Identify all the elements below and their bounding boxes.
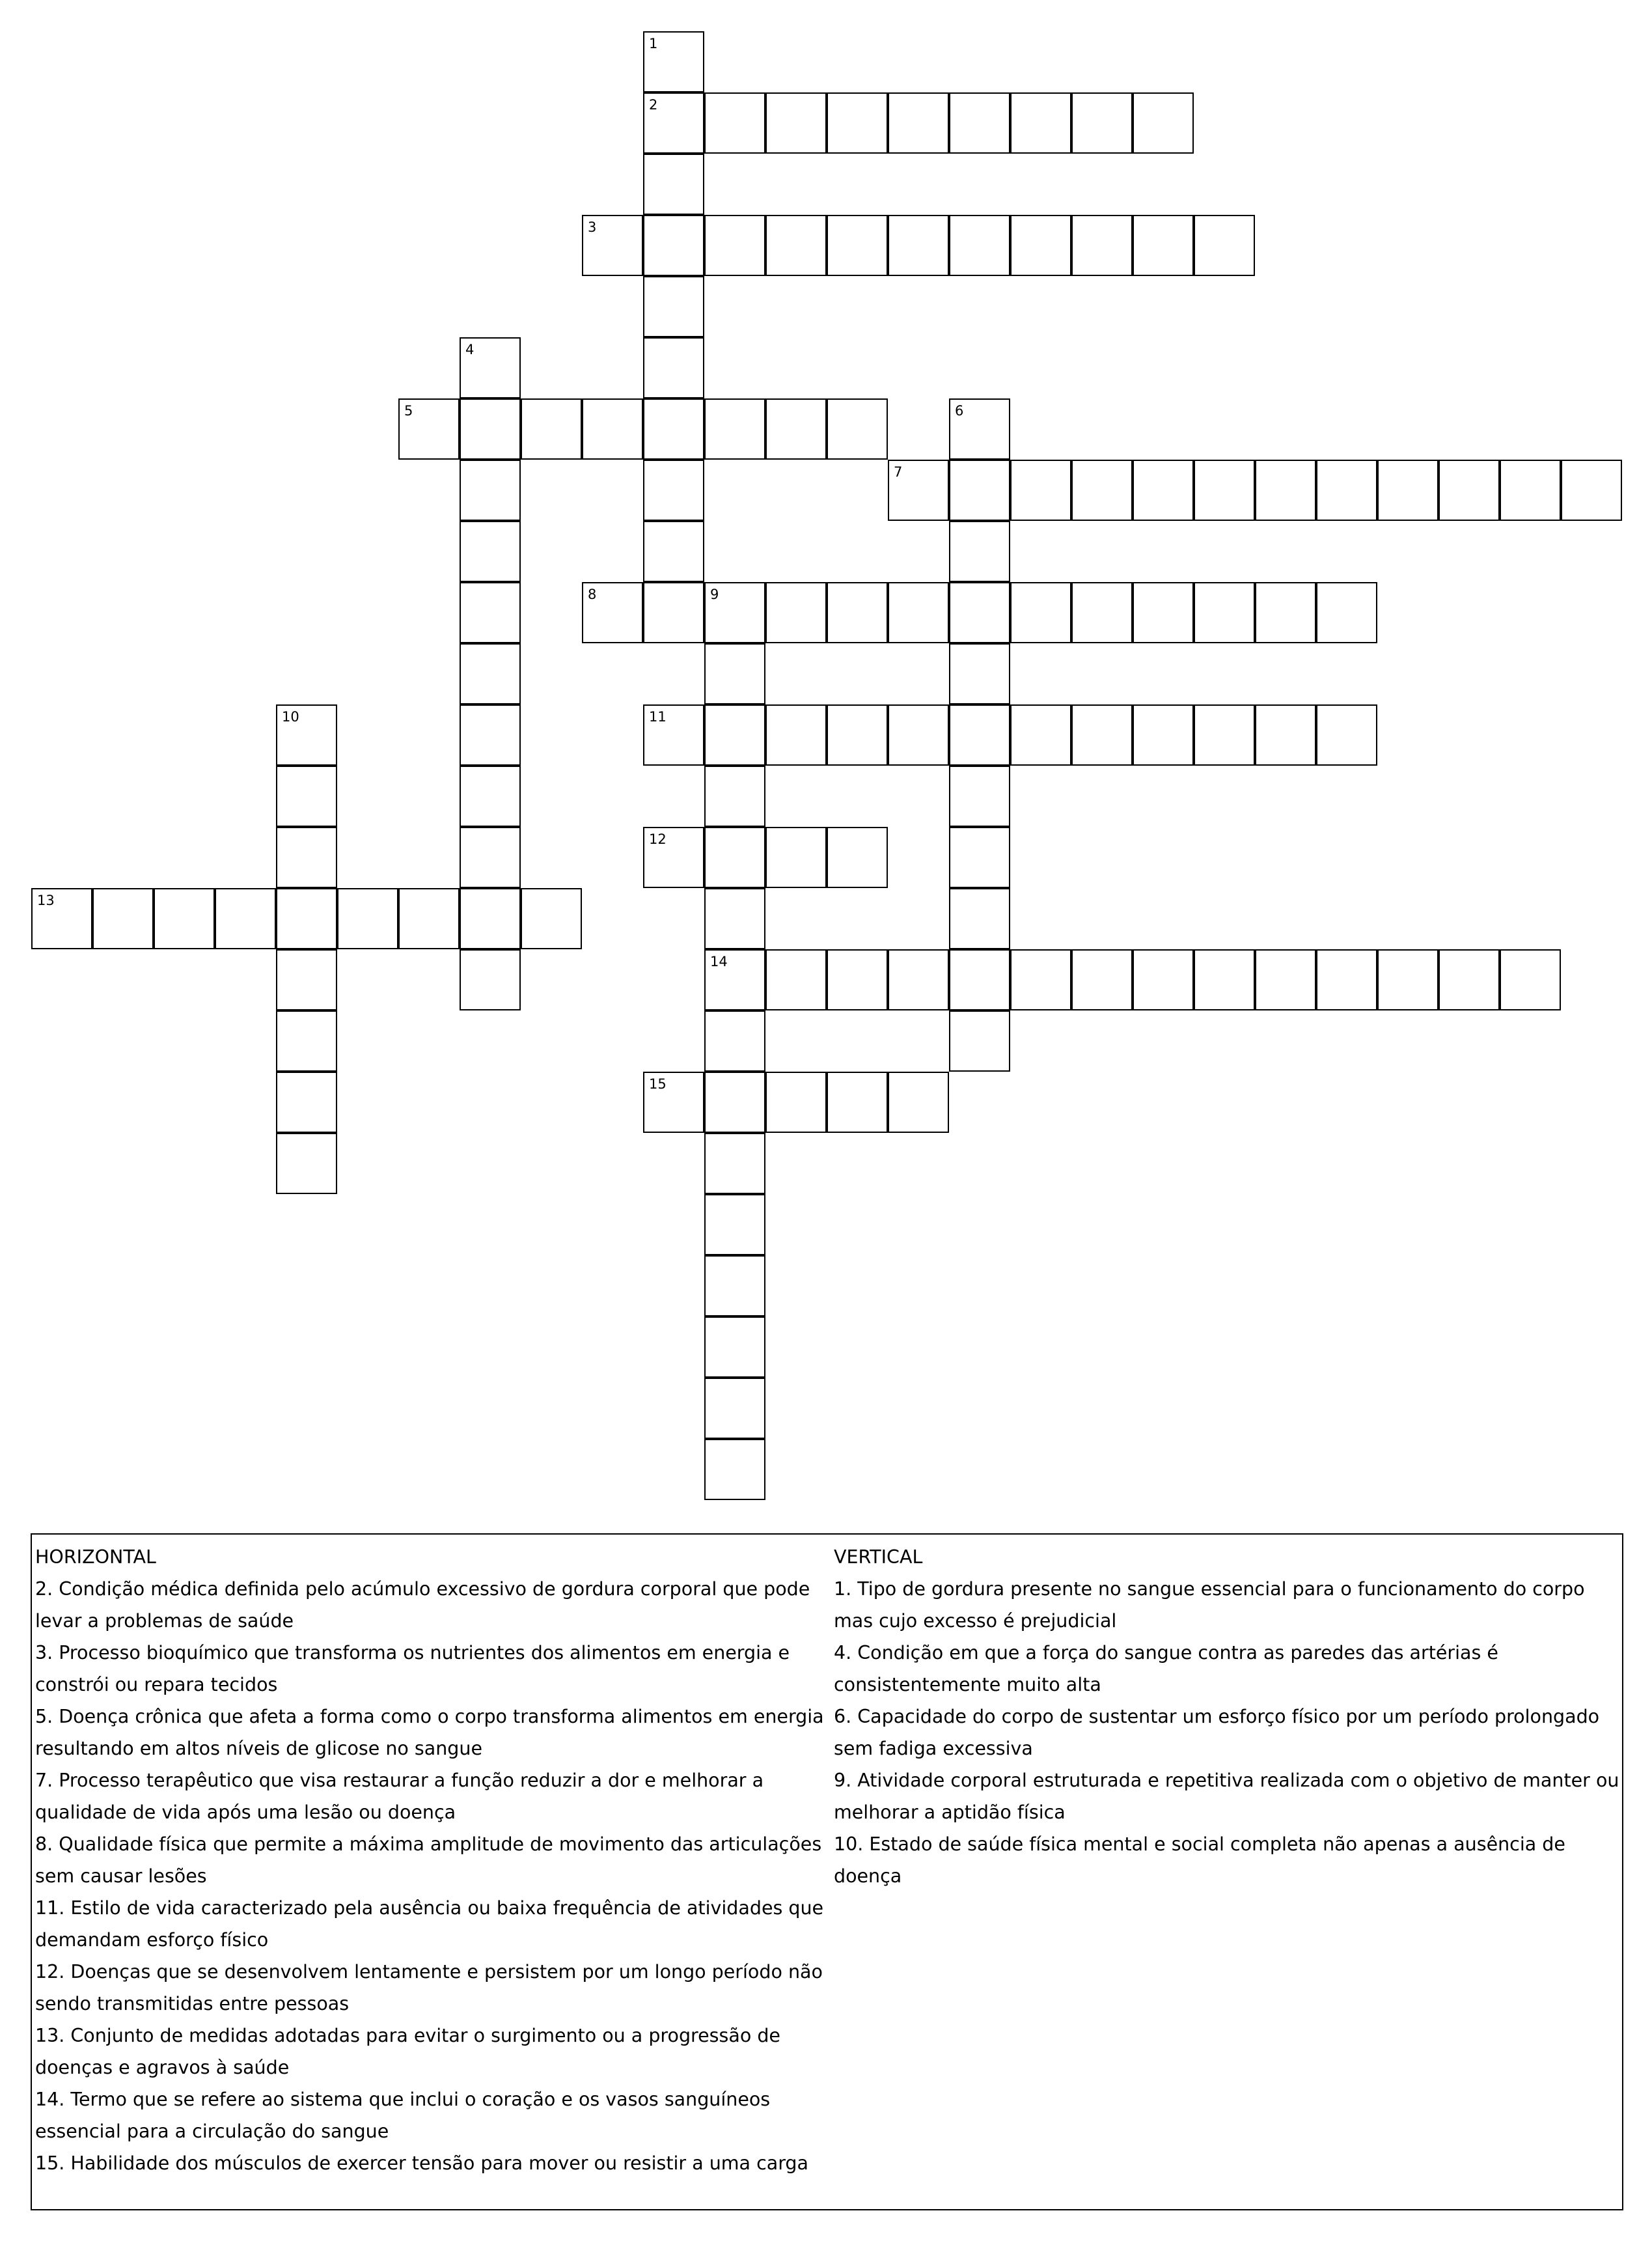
grid-cell[interactable] [888, 215, 949, 276]
grid-cell[interactable] [1133, 92, 1194, 154]
clue-h-15: 15. Habilidade dos músculos de exercer tensão para mover ou resistir a uma carga [35, 2152, 808, 2174]
clue-number: 7 [894, 464, 903, 480]
grid-cell[interactable] [643, 521, 704, 582]
grid-cell[interactable] [888, 949, 949, 1010]
grid-cell[interactable] [888, 92, 949, 154]
clue-number: 1 [649, 36, 658, 51]
grid-cell[interactable] [704, 1133, 765, 1194]
grid-cell[interactable] [1316, 949, 1377, 1010]
grid-cell[interactable] [398, 888, 460, 949]
clue-number: 5 [404, 403, 413, 419]
grid-cell[interactable] [1133, 215, 1194, 276]
grid-cell[interactable] [765, 704, 827, 766]
clue-h-7: 7. Processo terapêutico que visa restaurar a função reduzir a dor e melhorar a qualidade de vida após uma lesão ou doença [35, 1770, 764, 1823]
grid-cell[interactable] [1194, 582, 1255, 643]
grid-cell[interactable] [1561, 460, 1622, 521]
grid-cell[interactable] [1194, 949, 1255, 1010]
clue-number: 13 [37, 893, 55, 908]
grid-cell[interactable] [704, 1316, 765, 1378]
grid-cell[interactable] [1316, 460, 1377, 521]
grid-cell[interactable] [460, 398, 521, 460]
grid-cell[interactable] [521, 888, 582, 949]
clue-v-9: 9. Atividade corporal estruturada e repetitiva realizada com o objetivo de manter ou melhorar a aptidão física [834, 1770, 1619, 1823]
grid-cell[interactable] [765, 1072, 827, 1133]
grid-cell[interactable] [949, 460, 1010, 521]
grid-cell[interactable] [1500, 460, 1561, 521]
grid-cell[interactable] [949, 215, 1010, 276]
grid-cell[interactable] [1010, 460, 1071, 521]
grid-cell[interactable] [460, 337, 521, 398]
clue-h-13: 13. Conjunto de medidas adotadas para evitar o surgimento ou a progressão de doenças e agravos à saúde [35, 2025, 780, 2078]
grid-cell[interactable] [1010, 949, 1071, 1010]
grid-cell[interactable] [827, 1072, 888, 1133]
grid-cell[interactable] [888, 704, 949, 766]
clue-number: 2 [649, 97, 658, 113]
clue-h-3: 3. Processo bioquímico que transforma os nutrientes dos alimentos em energia e constrói ou repara tecidos [35, 1642, 790, 1695]
grid-cell[interactable] [643, 276, 704, 337]
grid-cell[interactable] [582, 398, 643, 460]
grid-cell[interactable] [643, 92, 704, 154]
grid-cell[interactable] [1010, 704, 1071, 766]
clue-h-5: 5. Doença crônica que afeta a forma como o corpo transforma alimentos em energia resultando em altos níveis de glicose no sangue [35, 1706, 824, 1759]
clue-number: 15 [649, 1076, 667, 1092]
grid-cell[interactable] [704, 1194, 765, 1255]
grid-cell[interactable] [276, 704, 337, 766]
grid-cell[interactable] [1255, 460, 1316, 521]
grid-cell[interactable] [765, 398, 827, 460]
clues-box [31, 1533, 1623, 2210]
clue-v-6: 6. Capacidade do corpo de sustentar um esforço físico por um período prolongado sem fadiga excessiva [834, 1706, 1600, 1759]
grid-cell[interactable] [643, 337, 704, 398]
grid-cell[interactable] [949, 766, 1010, 827]
grid-cell[interactable] [1500, 949, 1561, 1010]
clue-v-1: 1. Tipo de gordura presente no sangue essencial para o funcionamento do corpo mas cujo excesso é prejudicial [834, 1578, 1585, 1632]
grid-cell[interactable] [704, 215, 765, 276]
grid-cell[interactable] [704, 643, 765, 704]
grid-cell[interactable] [460, 766, 521, 827]
grid-cell[interactable] [460, 704, 521, 766]
grid-cell[interactable] [460, 827, 521, 888]
clue-number: 11 [649, 709, 667, 725]
clue-h-12: 12. Doenças que se desenvolvem lentamente e persistem por um longo período não sendo transmitidas entre pessoas [35, 1961, 823, 2014]
grid-cell[interactable] [643, 827, 704, 888]
grid-cell[interactable] [704, 949, 765, 1010]
grid-cell[interactable] [827, 949, 888, 1010]
grid-cell[interactable] [276, 1072, 337, 1133]
grid-cell[interactable] [643, 582, 704, 643]
grid-cell[interactable] [704, 1072, 765, 1133]
grid-cell[interactable] [1377, 460, 1439, 521]
grid-cell[interactable] [1255, 582, 1316, 643]
grid-cell[interactable] [276, 1133, 337, 1194]
grid-cell[interactable] [827, 827, 888, 888]
clue-number: 10 [282, 709, 299, 725]
grid-cell[interactable] [704, 1010, 765, 1072]
grid-cell[interactable] [888, 460, 949, 521]
grid-cell[interactable] [704, 92, 765, 154]
clue-v-4: 4. Condição em que a força do sangue contra as paredes das artérias é consistentemente muito alta [834, 1642, 1498, 1695]
grid-cell[interactable] [1010, 92, 1071, 154]
grid-cell[interactable] [643, 215, 704, 276]
grid-cell[interactable] [1010, 215, 1071, 276]
vertical-heading: VERTICAL [834, 1546, 923, 1568]
grid-cell[interactable] [1010, 582, 1071, 643]
grid-cell[interactable] [704, 704, 765, 766]
grid-cell[interactable] [521, 398, 582, 460]
grid-cell[interactable] [1133, 460, 1194, 521]
clue-h-11: 11. Estilo de vida caracterizado pela ausência ou baixa frequência de atividades que demandam esforço físico [35, 1897, 824, 1951]
grid-cell[interactable] [154, 888, 215, 949]
clue-number: 8 [588, 587, 597, 602]
grid-cell[interactable] [460, 643, 521, 704]
grid-cell[interactable] [276, 1010, 337, 1072]
clue-h-2: 2. Condição médica definida pelo acúmulo excessivo de gordura corporal que pode levar a problemas de saúde [35, 1578, 810, 1632]
grid-cell[interactable] [765, 582, 827, 643]
grid-cell[interactable] [1071, 215, 1133, 276]
grid-cell[interactable] [1133, 704, 1194, 766]
grid-cell[interactable] [1194, 215, 1255, 276]
grid-cell[interactable] [949, 92, 1010, 154]
grid-cell[interactable] [1255, 704, 1316, 766]
clue-number: 3 [588, 219, 597, 235]
grid-cell[interactable] [949, 582, 1010, 643]
grid-cell[interactable] [765, 215, 827, 276]
grid-cell[interactable] [643, 704, 704, 766]
grid-cell[interactable] [827, 704, 888, 766]
grid-cell[interactable] [949, 888, 1010, 949]
clue-number: 4 [465, 342, 475, 357]
clue-h-14: 14. Termo que se refere ao sistema que inclui o coração e os vasos sanguíneos essencial para a circulação do sangue [35, 2089, 771, 2142]
grid-cell[interactable] [888, 1072, 949, 1133]
grid-cell[interactable] [949, 704, 1010, 766]
grid-cell[interactable] [704, 398, 765, 460]
grid-cell[interactable] [949, 949, 1010, 1010]
clue-number: 9 [710, 587, 719, 602]
grid-cell[interactable] [765, 949, 827, 1010]
clue-number: 14 [710, 954, 728, 969]
grid-cell[interactable] [1071, 949, 1133, 1010]
grid-cell[interactable] [460, 521, 521, 582]
grid-cell[interactable] [1071, 582, 1133, 643]
grid-cell[interactable] [460, 460, 521, 521]
clue-v-10: 10. Estado de saúde física mental e social completa não apenas a ausência de doença [834, 1833, 1565, 1887]
grid-cell[interactable] [1194, 460, 1255, 521]
grid-cell[interactable] [704, 827, 765, 888]
grid-cell[interactable] [1316, 704, 1377, 766]
grid-cell[interactable] [1316, 582, 1377, 643]
grid-cell[interactable] [704, 1255, 765, 1316]
grid-cell[interactable] [643, 154, 704, 215]
grid-cell[interactable] [1377, 949, 1439, 1010]
grid-cell[interactable] [1071, 92, 1133, 154]
grid-cell[interactable] [643, 460, 704, 521]
clue-h-8: 8. Qualidade física que permite a máxima amplitude de movimento das articulações sem causar lesões [35, 1833, 822, 1887]
grid-cell[interactable] [1133, 582, 1194, 643]
grid-cell[interactable] [704, 582, 765, 643]
grid-cell[interactable] [1255, 949, 1316, 1010]
grid-cell[interactable] [276, 888, 337, 949]
grid-cell[interactable] [276, 766, 337, 827]
grid-cell[interactable] [765, 92, 827, 154]
grid-cell[interactable] [949, 643, 1010, 704]
grid-cell[interactable] [1071, 704, 1133, 766]
clue-number: 6 [955, 403, 964, 419]
clue-number: 12 [649, 831, 667, 847]
grid-cell[interactable] [827, 215, 888, 276]
grid-cell[interactable] [1194, 704, 1255, 766]
grid-cell[interactable] [1071, 460, 1133, 521]
grid-cell[interactable] [949, 827, 1010, 888]
grid-cell[interactable] [827, 582, 888, 643]
grid-cell[interactable] [1439, 460, 1500, 521]
grid-cell[interactable] [582, 582, 643, 643]
grid-cell[interactable] [215, 888, 276, 949]
grid-cell[interactable] [643, 398, 704, 460]
grid-cell[interactable] [704, 888, 765, 949]
horizontal-clues [35, 1541, 846, 2179]
grid-cell[interactable] [827, 398, 888, 460]
grid-cell[interactable] [460, 888, 521, 949]
grid-cell[interactable] [704, 1439, 765, 1500]
grid-cell[interactable] [582, 215, 643, 276]
grid-cell[interactable] [276, 827, 337, 888]
grid-cell[interactable] [765, 827, 827, 888]
vertical-clues [834, 1541, 1621, 1892]
grid-cell[interactable] [643, 31, 704, 92]
grid-cell[interactable] [460, 949, 521, 1010]
grid-cell[interactable] [827, 92, 888, 154]
grid-cell[interactable] [949, 398, 1010, 460]
grid-cell[interactable] [31, 888, 92, 949]
grid-cell[interactable] [1133, 949, 1194, 1010]
horizontal-heading: HORIZONTAL [35, 1546, 156, 1568]
grid-cell[interactable] [398, 398, 460, 460]
grid-cell[interactable] [1439, 949, 1500, 1010]
grid-cell[interactable] [643, 1072, 704, 1133]
grid-cell[interactable] [460, 582, 521, 643]
grid-cell[interactable] [337, 888, 398, 949]
grid-cell[interactable] [888, 582, 949, 643]
grid-cell[interactable] [949, 1010, 1010, 1072]
grid-cell[interactable] [92, 888, 154, 949]
grid-cell[interactable] [704, 1378, 765, 1439]
grid-cell[interactable] [704, 766, 765, 827]
grid-cell[interactable] [276, 949, 337, 1010]
grid-cell[interactable] [949, 521, 1010, 582]
